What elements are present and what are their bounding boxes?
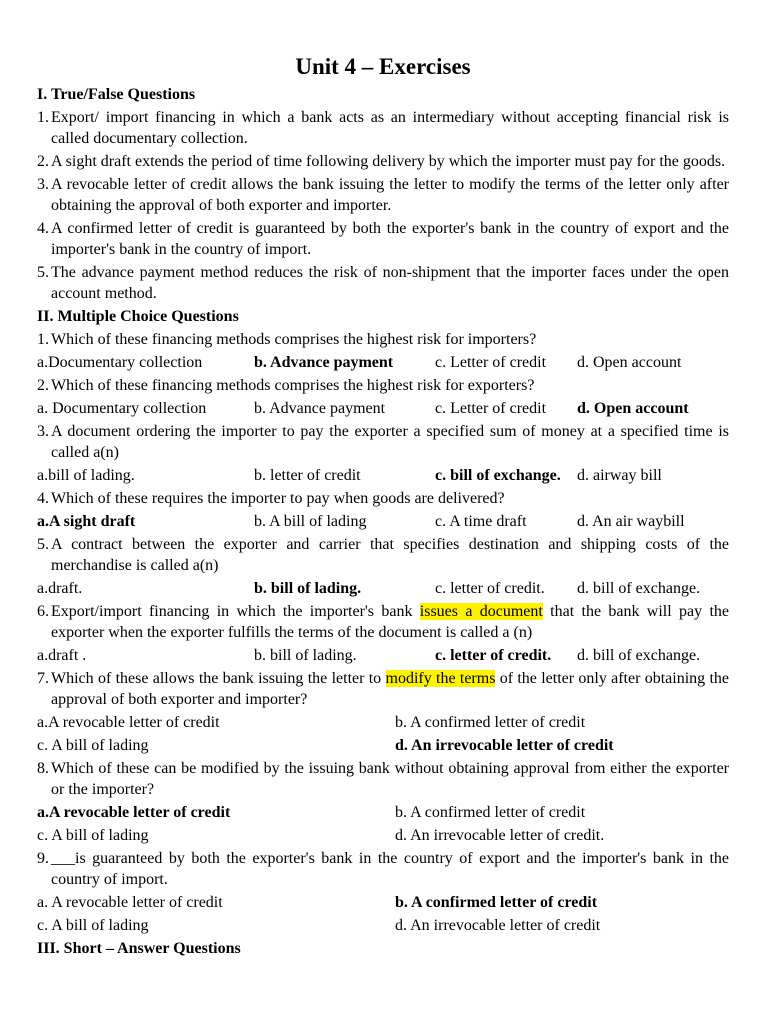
section-heading-multiple-choice: II. Multiple Choice Questions — [37, 308, 239, 325]
tf-question — [37, 262, 729, 304]
mc-question — [37, 668, 729, 710]
answer-option: a.draft . — [37, 647, 87, 664]
answer-option: c. A time draft — [435, 513, 527, 530]
question-text: ___is guaranteed by both the exporter's bank in the country of export and the importer's bank in the country of import. — [51, 850, 729, 888]
question-number: 6. — [37, 603, 49, 620]
answer-option: a.bill of lading. — [37, 467, 135, 484]
question-text: A contract between the exporter and carrier that specifies destination and shipping costs of the merchandise is called a(n) — [51, 536, 729, 574]
answer-option: d. Open account — [577, 400, 689, 417]
question-text: Export/ import financing in which a bank acts as an intermediary without accepting financial risk is called documentary collection. — [51, 109, 729, 147]
question-text-part: of the letter only after obtaining the approval of both exporter and importer? — [51, 670, 730, 708]
tf-question — [37, 174, 729, 216]
answer-option: b. letter of credit — [254, 467, 361, 484]
exercise-document — [37, 52, 729, 961]
question-number: 2. — [37, 153, 49, 170]
answer-options — [37, 802, 729, 823]
answer-option: b. A confirmed letter of credit — [395, 894, 598, 911]
answer-option: d. bill of exchange. — [577, 580, 701, 597]
mc-question — [37, 488, 729, 509]
question-text: A revocable letter of credit allows the bank issuing the letter to modify the terms of the letter only after obtaining the approval of both exporter and importer. — [51, 176, 729, 214]
answer-option: a.Documentary collection — [37, 354, 203, 371]
answer-option: a.A revocable letter of credit — [37, 804, 231, 821]
answer-option: d. airway bill — [577, 467, 662, 484]
question-text: The advance payment method reduces the risk of non-shipment that the importer faces under the open account method. — [51, 264, 729, 302]
question-number: 5. — [37, 536, 49, 553]
question-text — [51, 668, 729, 710]
page-title: Unit 4 – Exercises — [295, 54, 471, 79]
answer-option: d. bill of exchange. — [577, 647, 701, 664]
answer-option: b. bill of lading. — [254, 647, 357, 664]
answer-option: d. An irrevocable letter of credit — [395, 737, 614, 754]
question-text: A document ordering the importer to pay the exporter a specified sum of money at a specified time is called a(n) — [51, 423, 729, 461]
mc-question — [37, 534, 729, 576]
question-number: 4. — [37, 490, 49, 507]
highlighted-phrase: issues a document — [419, 603, 543, 620]
question-text — [51, 601, 729, 643]
answer-option: a. Documentary collection — [37, 400, 207, 417]
answer-option: c. A bill of lading — [37, 827, 149, 844]
mc-question — [37, 758, 729, 800]
question-text: Which of these requires the importer to pay when goods are delivered? — [51, 490, 505, 507]
question-number: 8. — [37, 760, 49, 777]
question-number: 5. — [37, 264, 49, 281]
multiple-choice-list — [37, 329, 729, 936]
highlighted-phrase: modify the terms — [385, 670, 496, 687]
answer-option: d. An air waybill — [577, 513, 685, 530]
answer-option: a.A sight draft — [37, 513, 136, 530]
answer-option: d. An irrevocable letter of credit. — [395, 827, 605, 844]
mc-question — [37, 848, 729, 890]
answer-option: c. A bill of lading — [37, 737, 149, 754]
answer-options — [37, 712, 729, 733]
answer-options — [37, 465, 729, 486]
answer-option: c. A bill of lading — [37, 917, 149, 934]
answer-option: c. Letter of credit — [435, 400, 547, 417]
answer-option: b. Advance payment — [254, 400, 386, 417]
answer-option: a.A revocable letter of credit — [37, 714, 220, 731]
answer-option: b. Advance payment — [254, 354, 394, 371]
answer-options — [37, 352, 729, 373]
question-number: 7. — [37, 670, 49, 687]
answer-options — [37, 825, 729, 846]
answer-option: b. bill of lading. — [254, 580, 362, 597]
question-number: 1. — [37, 109, 49, 126]
question-number: 1. — [37, 331, 49, 348]
question-text: Which of these can be modified by the issuing bank without obtaining approval from either the exporter or the importer? — [51, 760, 729, 798]
question-text: A confirmed letter of credit is guaranteed by both the exporter's bank in the country of export and the importer's bank in the country of import. — [51, 220, 729, 258]
answer-options — [37, 398, 729, 419]
answer-options — [37, 578, 729, 599]
answer-option: c. letter of credit. — [435, 580, 545, 597]
answer-option: b. A confirmed letter of credit — [395, 804, 586, 821]
answer-option: c. Letter of credit — [435, 354, 547, 371]
answer-option: b. A bill of lading — [254, 513, 367, 530]
tf-question — [37, 151, 729, 172]
question-number: 4. — [37, 220, 49, 237]
tf-question — [37, 218, 729, 260]
answer-option: a.draft. — [37, 580, 83, 597]
answer-option: a. A revocable letter of credit — [37, 894, 223, 911]
question-text-part: Export/import financing in which the importer's bank — [51, 603, 420, 620]
question-text-part: that the bank will pay the exporter when the exporter fulfills the terms of the document is called a (n) — [51, 603, 730, 641]
question-text: Which of these financing methods comprises the highest risk for importers? — [51, 331, 537, 348]
question-number: 2. — [37, 377, 49, 394]
answer-option: d. An irrevocable letter of credit — [395, 917, 601, 934]
mc-question — [37, 421, 729, 463]
section-heading-true-false: I. True/False Questions — [37, 86, 196, 103]
question-text: Which of these financing methods comprises the highest risk for exporters? — [51, 377, 535, 394]
answer-options — [37, 735, 729, 756]
tf-question — [37, 107, 729, 149]
true-false-list — [37, 107, 729, 304]
answer-options — [37, 915, 729, 936]
answer-option: c. bill of exchange. — [435, 467, 561, 484]
question-text: A sight draft extends the period of time following delivery by which the importer must pay for the goods. — [51, 153, 726, 170]
answer-options — [37, 892, 729, 913]
question-number: 9. — [37, 850, 49, 867]
question-number: 3. — [37, 176, 49, 193]
mc-question — [37, 329, 729, 350]
answer-option: b. A confirmed letter of credit — [395, 714, 586, 731]
question-text-part: Which of these allows the bank issuing the letter to — [51, 670, 386, 687]
section-heading-short-answer: III. Short – Answer Questions — [37, 940, 241, 957]
mc-question — [37, 601, 729, 643]
answer-options — [37, 511, 729, 532]
question-number: 3. — [37, 423, 49, 440]
answer-options — [37, 645, 729, 666]
mc-question — [37, 375, 729, 396]
answer-option: d. Open account — [577, 354, 682, 371]
answer-option: c. letter of credit. — [435, 647, 552, 664]
